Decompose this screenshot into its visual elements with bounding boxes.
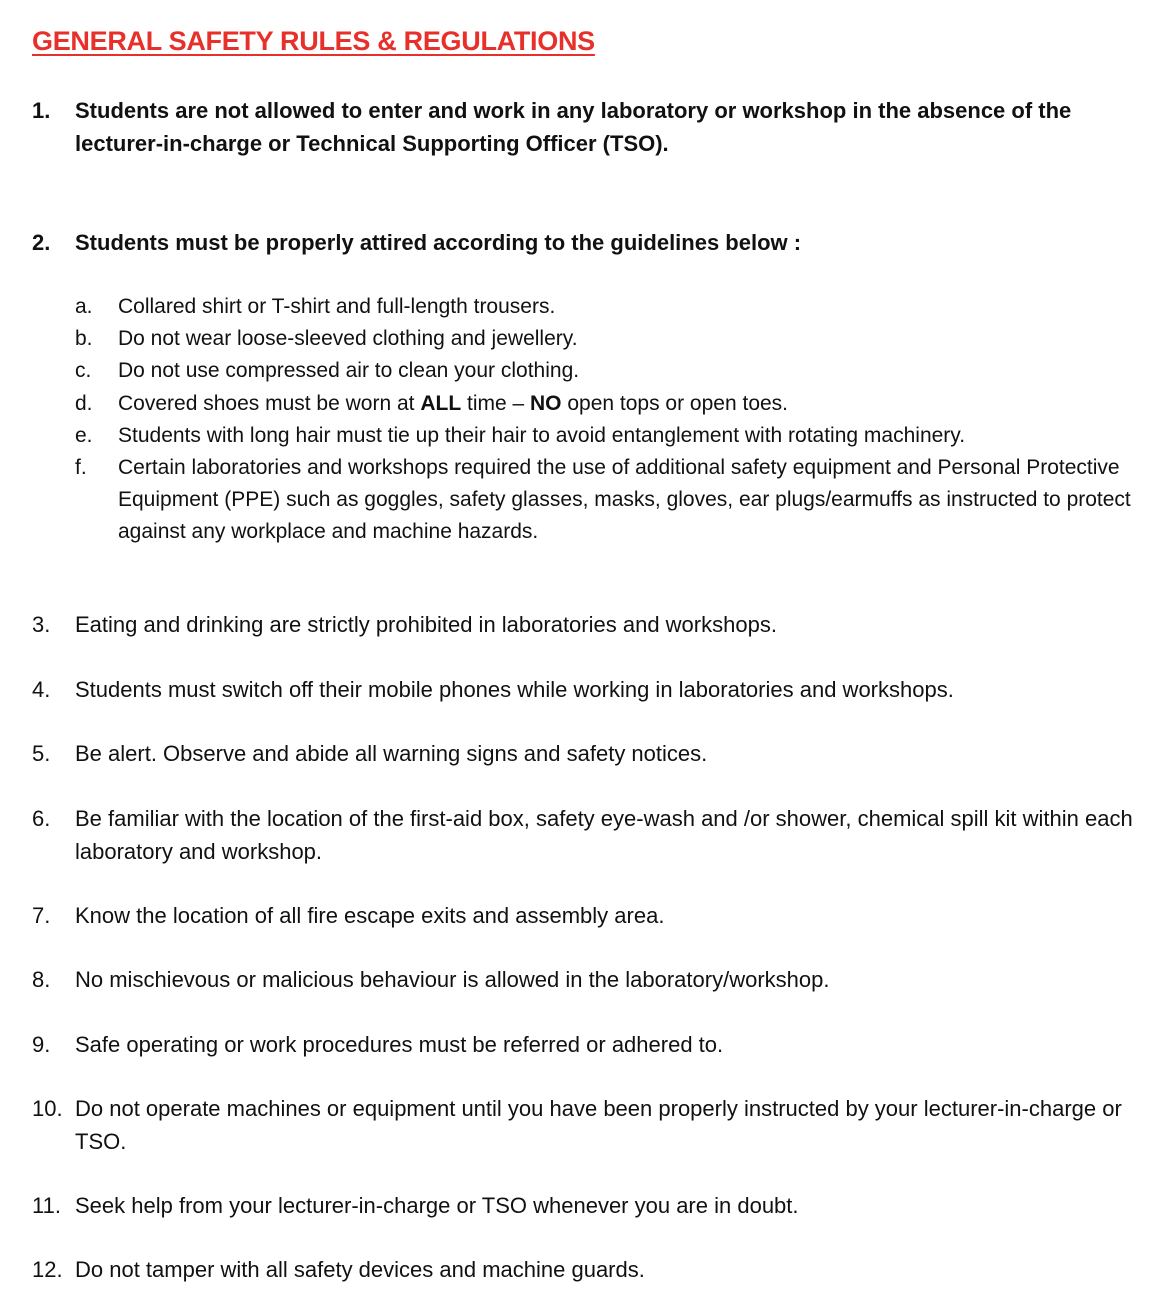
rule-text: Be alert. Observe and abide all warning signs and safety notices.: [75, 741, 708, 766]
rule-number: 8.: [32, 967, 51, 992]
rule-text: Do not tamper with all safety devices and machine guards.: [75, 1257, 645, 1282]
rule-11: [32, 1189, 1137, 1222]
rule-number: 4.: [32, 677, 51, 702]
rule-7: [32, 899, 1137, 932]
rule-2: [32, 226, 1137, 259]
attire-text-part: open tops or open toes.: [561, 392, 789, 415]
attire-text: Certain laboratories and workshops required the use of additional safety equipment and Personal Protective Equipment (PPE) such as goggles, safety glasses, masks, gloves, ear plugs/earmuffs as instructed to protect against any workplace and machine hazards.: [118, 456, 1131, 543]
attire-letter: c.: [75, 359, 92, 382]
rule-text: Students must be properly attired according to the guidelines below :: [75, 230, 802, 255]
attire-item-e: [75, 420, 1140, 452]
attire-item-d: [75, 388, 1140, 420]
rule-8: [32, 963, 1137, 996]
attire-text: Do not use compressed air to clean your clothing.: [118, 359, 580, 382]
emphasis-no: NO: [530, 392, 562, 415]
rule-text: Safe operating or work procedures must be referred or adhered to.: [75, 1032, 724, 1057]
attire-text: Collared shirt or T-shirt and full-length trousers.: [118, 295, 556, 318]
attire-letter: d.: [75, 392, 93, 415]
emphasis-all: ALL: [420, 392, 462, 415]
attire-item-b: [75, 323, 1140, 355]
attire-text: [118, 388, 1140, 420]
attire-letter: b.: [75, 327, 93, 350]
rule-6: [32, 802, 1137, 868]
attire-letter: e.: [75, 424, 93, 447]
attire-text: Students with long hair must tie up their hair to avoid entanglement with rotating machinery.: [118, 424, 966, 447]
attire-item-c: [75, 355, 1140, 387]
rule-5: [32, 737, 1137, 770]
rule-10: [32, 1092, 1137, 1158]
rule-text: Do not operate machines or equipment until you have been properly instructed by your lecturer-in-charge or TSO.: [75, 1096, 1122, 1154]
rule-text: Know the location of all fire escape exits and assembly area.: [75, 903, 665, 928]
rule-text: Eating and drinking are strictly prohibited in laboratories and workshops.: [75, 612, 777, 637]
attire-item-f: [75, 452, 1140, 548]
rule-text: Seek help from your lecturer-in-charge or TSO whenever you are in doubt.: [75, 1193, 799, 1218]
rule-number: 1.: [32, 98, 51, 123]
rule-number: 5.: [32, 741, 51, 766]
attire-item-a: [75, 291, 1140, 323]
rule-text: Students must switch off their mobile phones while working in laboratories and workshops.: [75, 677, 954, 702]
rule-9: [32, 1028, 1137, 1061]
page-title: GENERAL SAFETY RULES & REGULATIONS: [32, 26, 595, 56]
rule-number: 11.: [32, 1193, 61, 1218]
rule-text: No mischievous or malicious behaviour is allowed in the laboratory/workshop.: [75, 967, 830, 992]
rule-number: 12.: [32, 1257, 63, 1282]
rule-number: 9.: [32, 1032, 51, 1057]
rule-number: 10.: [32, 1096, 63, 1121]
attire-letter: a.: [75, 295, 93, 318]
rule-3: [32, 608, 1137, 641]
rule-1: [32, 94, 1137, 160]
rule-12: [32, 1253, 1137, 1286]
rule-text: Be familiar with the location of the first-aid box, safety eye-wash and /or shower, chemical spill kit within each laboratory and workshop.: [75, 806, 1133, 864]
attire-text-part: Covered shoes must be worn at: [118, 392, 421, 415]
rule-number: 6.: [32, 806, 51, 831]
attire-text: Do not wear loose-sleeved clothing and jewellery.: [118, 327, 578, 350]
rule-number: 7.: [32, 903, 51, 928]
rule-4: [32, 673, 1137, 706]
rule-text: Students are not allowed to enter and work in any laboratory or workshop in the absence of the lecturer-in-charge or Technical Supporting Officer (TSO).: [75, 98, 1072, 156]
rule-number: 2.: [32, 230, 51, 255]
attire-letter: f.: [75, 456, 87, 479]
attire-text-part: time –: [461, 392, 531, 415]
rule-number: 3.: [32, 612, 51, 637]
